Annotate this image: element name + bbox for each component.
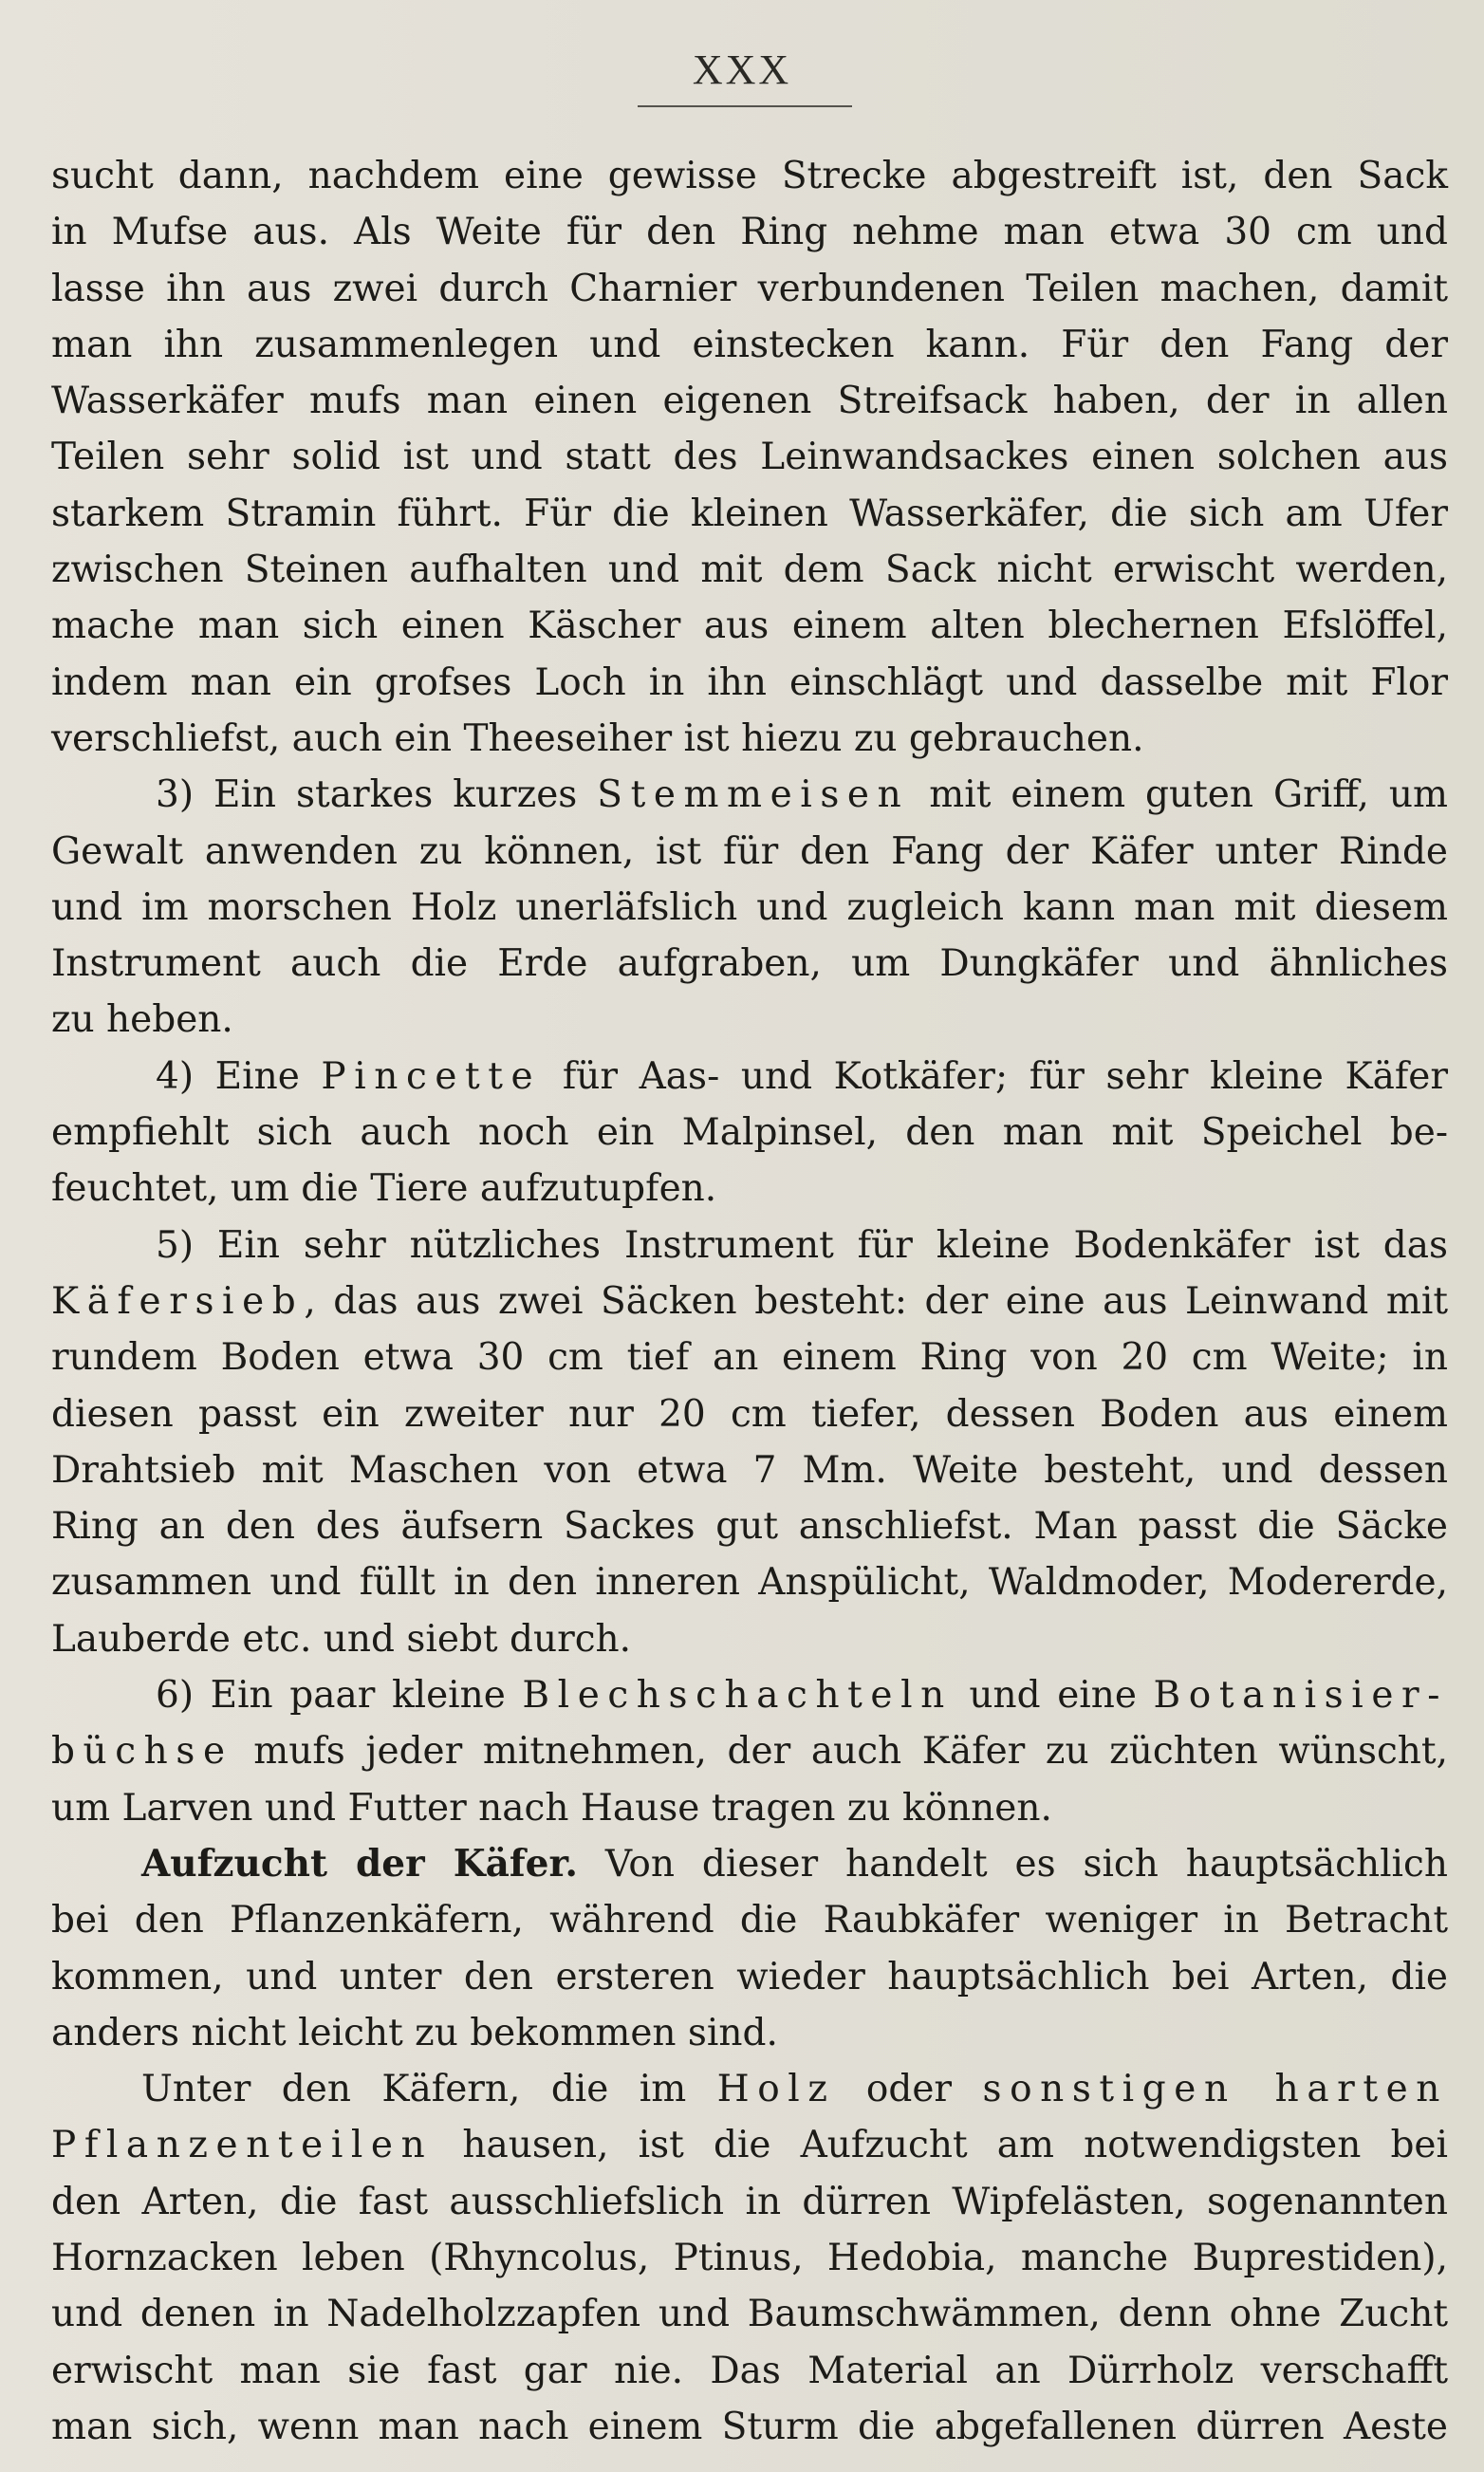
text-line: erwischt man sie fast gar nie. Das Material an Dürrholz verschafft: [51, 2349, 1448, 2392]
text-line: verschliefst, auch ein Theeseiher ist hiezu zu gebrauchen.: [51, 716, 1144, 760]
emphasized-term: büchse: [51, 1730, 233, 1774]
text-line: Gewalt anwenden zu können, ist für den Fang der Käfer unter Rinde: [51, 829, 1448, 873]
text-line: kommen, und unter den ersteren wieder hauptsächlich bei Arten, die: [51, 1955, 1448, 1998]
text-line: feuchtet, um die Tiere aufzutupfen.: [51, 1167, 717, 1211]
text-line: Wasserkäfer mufs man einen eigenen Streifsack haben, der in allen: [51, 380, 1448, 423]
text-line-item-6: [51, 1667, 1448, 1723]
text-segment: mit einem guten Griff, um: [909, 773, 1448, 817]
emphasized-term: Pflanzenteilen: [51, 2124, 434, 2167]
text-line: Instrument auch die Erde aufgraben, um Dungkäfer und ähnliches: [51, 942, 1448, 986]
text-line: [51, 1723, 1448, 1779]
text-line: zu heben.: [51, 998, 233, 1042]
text-line: [51, 1273, 1448, 1329]
body-text: [51, 148, 1448, 2455]
emphasized-term: Käfersieb: [51, 1279, 305, 1323]
text-line: Teilen sehr solid ist und statt des Leinwandsackes einen solchen aus: [51, 436, 1448, 479]
text-segment: für Aas- und Kotkäfer; für sehr kleine Käfer: [541, 1054, 1448, 1098]
text-line: starkem Stramin führt. Für die kleinen Wasserkäfer, die sich am Ufer: [51, 492, 1448, 535]
text-line: indem man ein grofses Loch in ihn einschlägt und dasselbe mit Flor: [51, 660, 1448, 704]
text-segment: 6) Ein paar kleine: [156, 1674, 523, 1718]
text-line: um Larven und Futter nach Hause tragen zu können.: [51, 1786, 1052, 1830]
emphasized-term: Botanisier-: [1153, 1674, 1448, 1718]
text-segment: oder: [835, 2068, 983, 2111]
text-line: und denen in Nadelholzzapfen und Baumschwämmen, denn ohne Zucht: [51, 2293, 1448, 2336]
text-line: diesen passt ein zweiter nur 20 cm tiefer, dessen Boden aus einem: [51, 1392, 1448, 1436]
text-line: zusammen und füllt in den inneren Anspülicht, Waldmoder, Modererde,: [51, 1561, 1448, 1605]
page-header: [0, 46, 1484, 94]
text-line: Lauberde etc. und siebt durch.: [51, 1617, 632, 1661]
emphasized-term: Holz: [716, 2068, 836, 2111]
text-line-item-4: [51, 1049, 1448, 1105]
emphasized-term: sonstigen harten: [982, 2068, 1448, 2111]
text-line: empfiehlt sich auch noch ein Malpinsel, den man mit Speichel be-: [51, 1111, 1448, 1155]
section-heading-line: [51, 1836, 1448, 1892]
text-line: sucht dann, nachdem eine gewisse Strecke abgestreift ist, den Sack: [51, 155, 1448, 197]
text-line: Ring an den des äufsern Sackes gut anschliefst. Man passt die Säcke: [51, 1505, 1448, 1549]
text-segment: Von dieser handelt es sich hauptsächlich: [578, 1842, 1448, 1886]
text-segment: Unter den Käfern, die im: [141, 2068, 717, 2111]
text-line: den Arten, die fast ausschliefslich in dürren Wipfelästen, sogenannten: [51, 2180, 1448, 2223]
text-line: zwischen Steinen aufhalten und mit dem Sack nicht erwischt werden,: [51, 548, 1448, 592]
section-heading: Aufzucht der Käfer.: [141, 1841, 578, 1886]
emphasized-term: Stemmeisen: [597, 773, 910, 817]
header-rule: [638, 105, 852, 107]
text-line: [51, 2117, 1448, 2173]
text-line: bei den Pflanzenkäfern, während die Raubkäfer weniger in Betracht: [51, 1899, 1448, 1942]
text-line: lasse ihn aus zwei durch Charnier verbundenen Teilen machen, damit: [51, 267, 1448, 310]
text-line-item-3: [51, 767, 1448, 823]
text-segment: und eine: [952, 1674, 1154, 1718]
text-segment: 3) Ein starkes kurzes: [156, 773, 598, 817]
text-line: rundem Boden etwa 30 cm tief an einem Ring von 20 cm Weite; in: [51, 1336, 1448, 1380]
text-line: man sich, wenn man nach einem Sturm die abgefallenen dürren Aeste: [51, 2405, 1448, 2448]
text-line: Hornzacken leben (Rhyncolus, Ptinus, Hedobia, manche Buprestiden),: [51, 2236, 1448, 2279]
page-number: XXX: [692, 46, 792, 93]
text-segment: mufs jeder mitnehmen, der auch Käfer zu züchten wünscht,: [232, 1730, 1448, 1774]
text-segment: , das aus zwei Säcken besteht: der eine aus Leinwand mit: [304, 1279, 1448, 1323]
text-line: in Mufse aus. Als Weite für den Ring nehme man etwa 30 cm und: [51, 211, 1448, 254]
text-line-item-5: 5) Ein sehr nützliches Instrument für kleine Bodenkäfer ist das: [156, 1223, 1448, 1267]
text-segment: hausen, ist die Aufzucht am notwendigsten bei: [433, 2124, 1448, 2167]
text-line: anders nicht leicht zu bekommen sind.: [51, 2011, 778, 2054]
text-line: und im morschen Holz unerläfslich und zugleich kann man mit diesem: [51, 885, 1448, 929]
text-line-paragraph-start: [51, 2061, 1448, 2117]
text-segment: 4) Eine: [156, 1054, 322, 1098]
emphasized-term: Pincette: [321, 1054, 542, 1098]
emphasized-term: Blechschachteln: [522, 1674, 953, 1718]
text-line: mache man sich einen Käscher aus einem alten blechernen Efslöffel,: [51, 604, 1448, 648]
text-line: Drahtsieb mit Maschen von etwa 7 Mm. Weite besteht, und dessen: [51, 1448, 1448, 1492]
text-line: man ihn zusammenlegen und einstecken kann. Für den Fang der: [51, 323, 1448, 366]
